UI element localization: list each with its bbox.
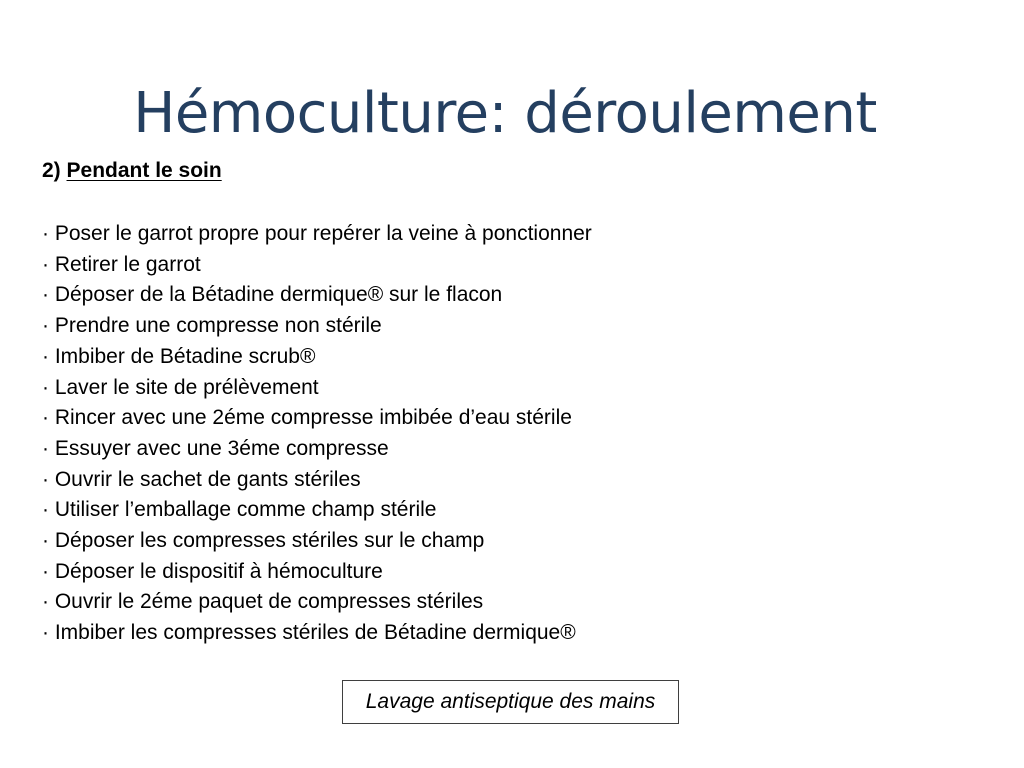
step-item: · Déposer de la Bétadine dermique® sur le flacon <box>42 283 503 307</box>
step-item: · Utiliser l’emballage comme champ stérile <box>42 498 437 522</box>
step-item: · Poser le garrot propre pour repérer la veine à ponctionner <box>42 222 592 245</box>
step-item: · Imbiber de Bétadine scrub® <box>42 344 316 368</box>
section-label: Pendant le soin <box>66 159 222 182</box>
note-text: Lavage antiseptique des mains <box>365 690 656 713</box>
slide-title: Hémoculture: déroulement <box>133 80 877 146</box>
step-item: · Déposer le dispositif à hémoculture <box>42 559 383 583</box>
section-heading <box>42 157 222 185</box>
step-item: · Imbiber les compresses stériles de Bétadine dermique® <box>42 621 576 645</box>
step-item: · Ouvrir le sachet de gants stériles <box>42 467 361 491</box>
note-box <box>342 680 679 724</box>
step-item: · Rincer avec une 2éme compresse imbibée d’eau stérile <box>42 406 572 430</box>
step-list <box>42 219 592 649</box>
step-item: · Laver le site de prélèvement <box>42 375 319 399</box>
step-item: · Retirer le garrot <box>42 252 201 276</box>
section-number: 2) <box>42 159 67 182</box>
step-item: · Déposer les compresses stériles sur le champ <box>42 529 485 553</box>
step-item: · Essuyer avec une 3éme compresse <box>42 436 389 460</box>
step-item: · Ouvrir le 2éme paquet de compresses stériles <box>42 590 484 614</box>
step-item: · Prendre une compresse non stérile <box>42 314 382 338</box>
